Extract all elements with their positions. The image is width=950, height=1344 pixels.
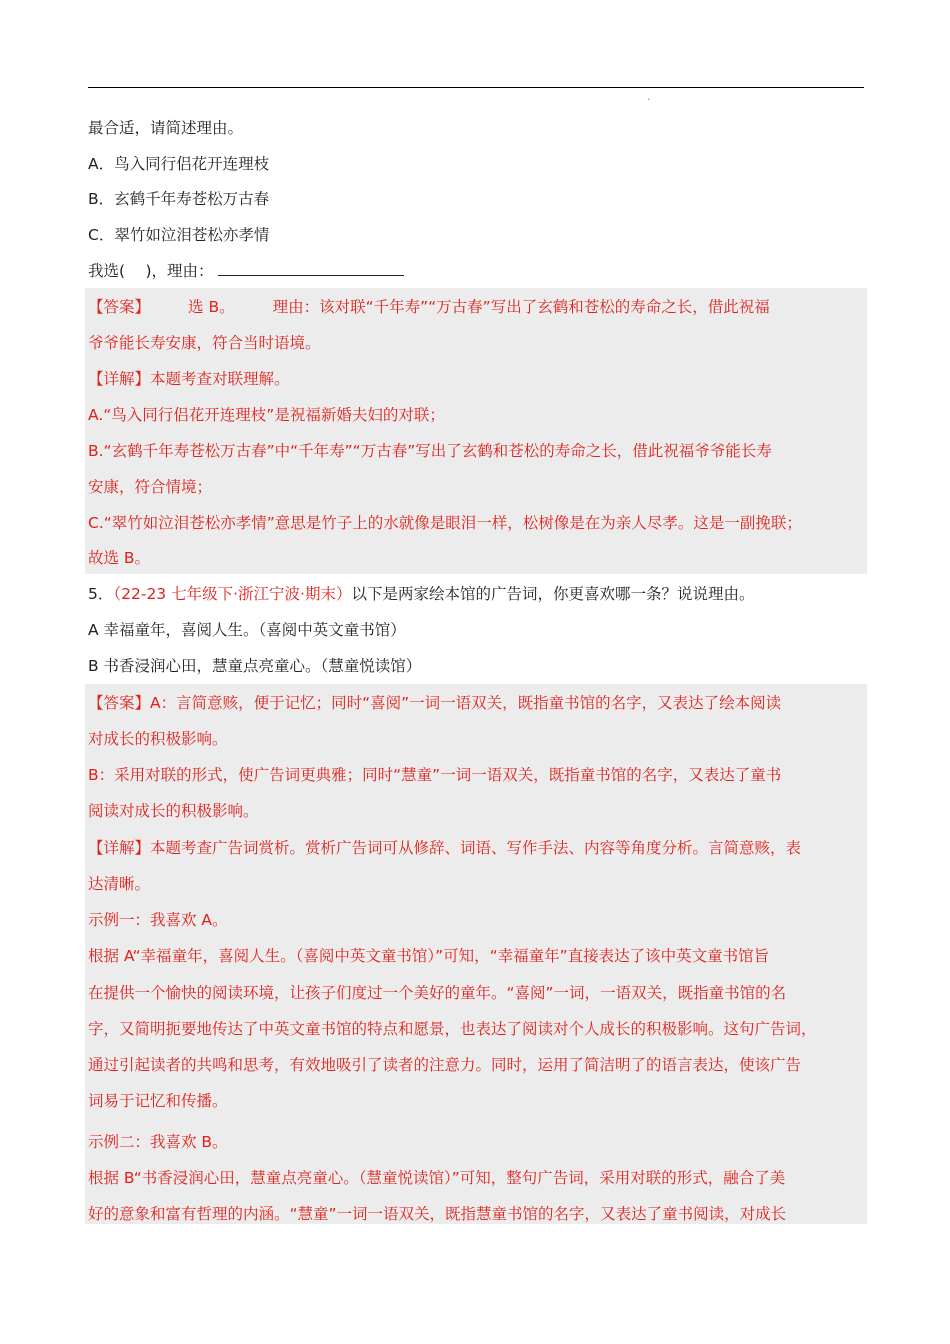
q4-detail-label: 【详解】 — [88, 370, 151, 388]
q5-answer-b-2: 阅读对成长的积极影响。 — [88, 802, 259, 820]
q4-detail-b-2: 安康，符合情境； — [88, 478, 213, 496]
q5-stem: 以下是两家绘本馆的广告词，你更喜欢哪一条？说说理由。 — [351, 585, 755, 603]
q4-detail-text: 本题考查对联理解。 — [150, 370, 290, 388]
q5-detail-1: 本题考查广告词赏析。赏析广告词可从修辞、词语、写作手法、内容等角度分析。言简意赅，表 — [150, 839, 802, 857]
q5-source: （22-23 七年级下·浙江宁波·期末） — [113, 585, 352, 603]
q4-detail-line — [88, 368, 864, 390]
q5-example1-line-2: 在提供一个愉快的阅读环境，让孩子们度过一个美好的童年。“喜阅”一词，一语双关，既指童书馆的名 — [88, 984, 787, 1002]
q5-option-b: B 书香浸润心田，慧童点亮童心。（慧童悦读馆） — [88, 657, 422, 675]
q5-detail-2: 达清晰。 — [88, 875, 151, 893]
q4-answer-blank — [218, 259, 404, 276]
q4-stem-tail: 最合适，请简述理由。 — [88, 119, 244, 137]
q4-detail-b-1: B.“玄鹤千年寿苍松万古春”中“千年寿”“万古春”写出了玄鹤和苍松的寿命之长，借此祝福爷爷能长寿 — [88, 442, 772, 460]
q5-example1-line-1: 根据 A“幸福童年，喜阅人生。（喜阅中英文童书馆）”可知，“幸福童年”直接表达了该中英文童书馆旨 — [88, 947, 770, 965]
q5-number: 5． — [88, 585, 114, 603]
q5-detail-label: 【详解】 — [88, 839, 151, 857]
q5-example2-label: 示例二：我喜欢 B。 — [88, 1133, 228, 1151]
q5-answer-a-2: 对成长的积极影响。 — [88, 730, 228, 748]
q5-answer-a-1: A：言简意赅，便于记忆；同时“喜阅”一词一语双关，既指童书馆的名字，又表达了绘本阅读 — [150, 694, 782, 712]
q5-example2-line-1: 根据 B“书香浸润心田，慧童点亮童心。（慧童悦读馆）”可知，整句广告词，采用对联的形式，融合了美 — [88, 1169, 786, 1187]
q5-stem-line — [88, 583, 864, 605]
q5-option-a: A 幸福童年，喜阅人生。（喜阅中英文童书馆） — [88, 621, 406, 639]
header-rule — [88, 87, 864, 88]
q5-example1-line-4: 通过引起读者的共鸣和思考，有效地吸引了读者的注意力。同时，运用了简洁明了的语言表达，使该广告 — [88, 1056, 802, 1074]
q5-example1-line-5: 词易于记忆和传播。 — [88, 1092, 228, 1110]
q4-detail-a: A.“鸟入同行侣花开连理枝”是祝福新婚夫妇的对联； — [88, 406, 445, 424]
q5-example2-line-2: 好的意象和富有哲理的内涵。“慧童”一词一语双关，既指慧童书馆的名字，又表达了童书阅读，对成长 — [88, 1205, 787, 1223]
q4-choose-line — [88, 259, 864, 282]
q4-choose-label: 我选( )，理由： — [88, 262, 214, 280]
q5-answer-label: 【答案】 — [88, 694, 151, 712]
q5-answer-line-1 — [88, 692, 864, 714]
q5-example1-label: 示例一：我喜欢 A。 — [88, 911, 228, 929]
q4-option-c: C．翠竹如泣泪苍松亦孝情 — [88, 226, 270, 244]
q4-conclusion: 故选 B。 — [88, 549, 151, 567]
q5-answer-b-1: B：采用对联的形式，使广告词更典雅；同时“慧童”一词一语双关，既指童书馆的名字，又表达了童书 — [88, 766, 782, 784]
header-dot: ` — [647, 98, 651, 107]
q4-option-b: B．玄鹤千年寿苍松万古春 — [88, 190, 270, 208]
q4-detail-c: C.“翠竹如泣泪苍松亦孝情”意思是竹子上的水就像是眼泪一样，松树像是在为亲人尽孝。这是一副挽联； — [88, 514, 802, 532]
q5-example1-line-3: 字，又简明扼要地传达了中英文童书馆的特点和愿景，也表达了阅读对个人成长的积极影响。这句广告词， — [88, 1020, 817, 1038]
q4-answer-line-1 — [88, 296, 864, 318]
q4-answer-reason-1: 理由：该对联“千年寿”“万古春”写出了玄鹤和苍松的寿命之长，借此祝福 — [272, 298, 770, 316]
q4-answer-label: 【答案】 — [88, 298, 151, 316]
q4-answer-choice: 选 B。 — [188, 298, 235, 316]
q4-answer-reason-2: 爷爷能长寿安康，符合当时语境。 — [88, 334, 321, 352]
q4-option-a: A．鸟入同行侣花开连理枝 — [88, 155, 270, 173]
q5-detail-line-1 — [88, 837, 864, 859]
